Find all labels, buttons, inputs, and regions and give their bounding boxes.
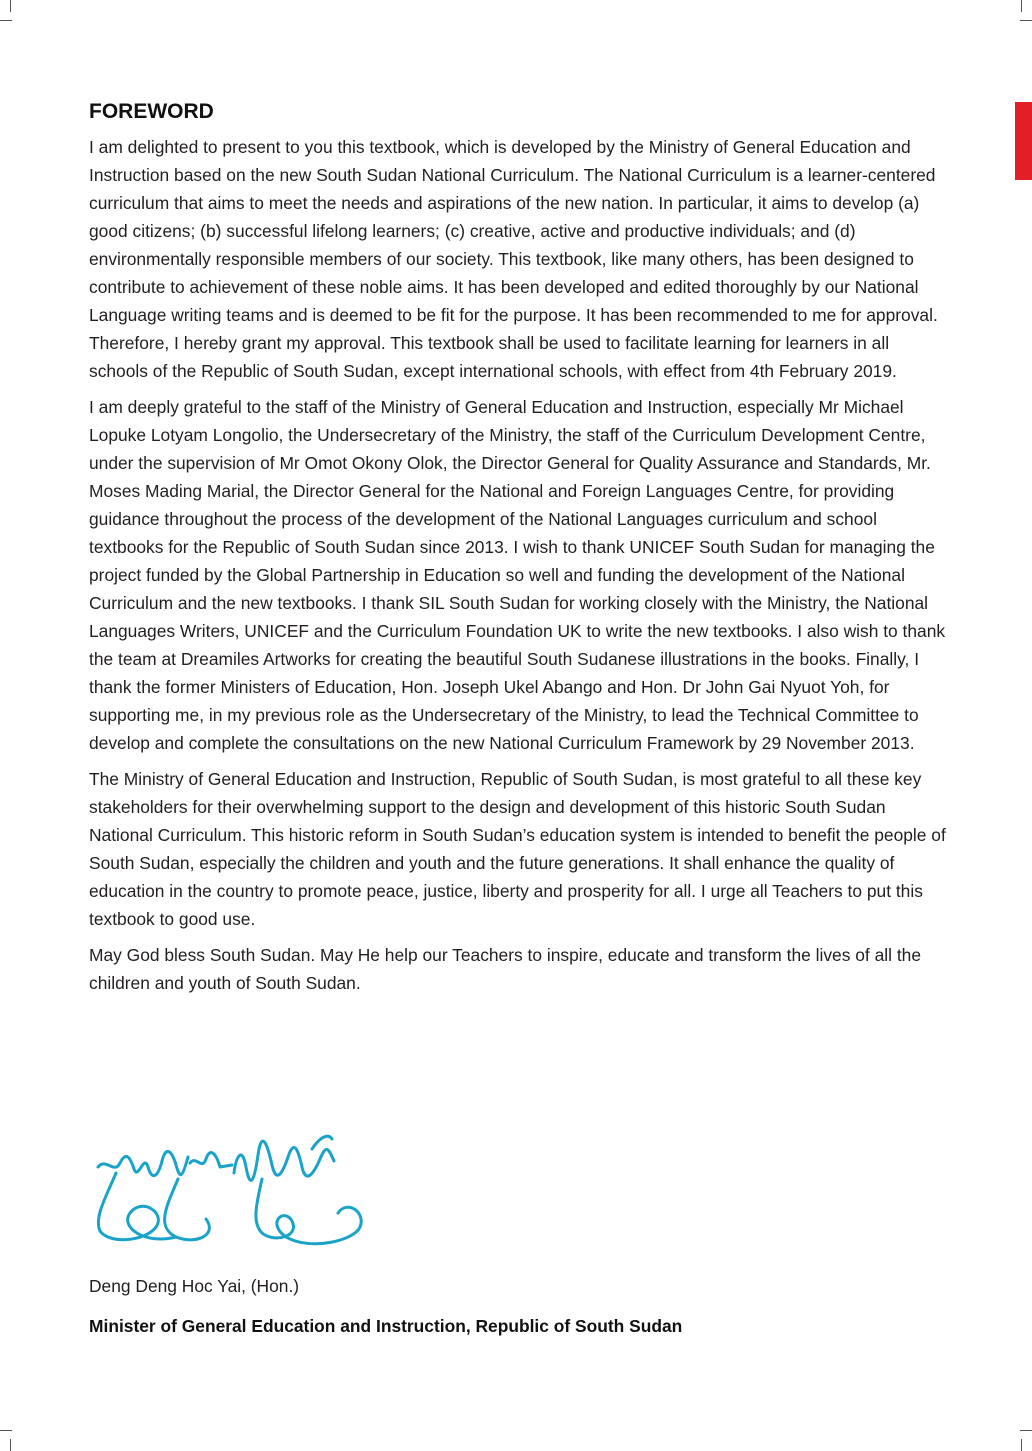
- foreword-section: [89, 98, 951, 1005]
- crop-mark-top-left-h: [0, 20, 12, 21]
- signer-title: Minister of General Education and Instruction, Republic of South Sudan: [89, 1316, 683, 1336]
- crop-mark-top-right-h: [1020, 20, 1032, 21]
- crop-mark-bottom-left-h: [0, 1430, 12, 1431]
- crop-mark-bottom-right: [1021, 1439, 1022, 1451]
- signer-name: Deng Deng Hoc Yai, (Hon.): [89, 1276, 300, 1296]
- crop-mark-top-left: [10, 0, 11, 12]
- crop-mark-bottom-right-h: [1020, 1430, 1032, 1431]
- foreword-paragraph-4: May God bless South Sudan. May He help our Teachers to inspire, educate and transform the lives of all the children and youth of South Sudan.: [89, 945, 921, 993]
- foreword-heading: FOREWORD: [89, 100, 214, 123]
- foreword-paragraph-3: The Ministry of General Education and Instruction, Republic of South Sudan, is most grateful to all these key stakeholders for their overwhelming support to the design and development of this historic South Sudan National Curriculum. This historic reform in South Sudan’s education system is intended to benefit the people of South Sudan, especially the children and youth and the future generations. It shall enhance the quality of education in the country to promote peace, justice, liberty and prosperity for all. I urge all Teachers to put this textbook to good use.: [89, 769, 946, 929]
- crop-mark-top-right: [1021, 0, 1022, 12]
- foreword-paragraph-2: I am deeply grateful to the staff of the Ministry of General Education and Instruction, especially Mr Michael Lopuke Lotyam Longolio, the Undersecretary of the Ministry, the staff of the Curriculum Development Centre, under the supervision of Mr Omot Okony Olok, the Director General for Quality Assurance and Standards, Mr. Moses Mading Marial, the Director General for the National and Foreign Languages Centre, for providing guidance throughout the process of the development of the National Languages curriculum and school textbooks for the Republic of South Sudan since 2013. I wish to thank UNICEF South Sudan for managing the project funded by the Global Partnership in Education so well and funding the development of the National Curriculum and the new textbooks. I thank SIL South Sudan for working closely with the Ministry, the National Languages Writers, UNICEF and the Curriculum Foundation UK to write the new textbooks. I also wish to thank the team at Dreamiles Artworks for creating the beautiful South Sudanese illustrations in the books. Finally, I thank the former Ministers of Education, Hon. Joseph Ukel Abango and Hon. Dr John Gai Nyuot Yoh, for supporting me, in my previous role as the Undersecretary of the Ministry, to lead the Technical Committee to develop and complete the consultations on the new National Curriculum Framework by 29 November 2013.: [89, 397, 946, 753]
- crop-mark-bottom-left: [10, 1439, 11, 1451]
- chapter-side-tab: [1015, 102, 1032, 180]
- foreword-paragraph-1: I am delighted to present to you this textbook, which is developed by the Ministry of General Education and Instruction based on the new South Sudan National Curriculum. The National Curriculum is a learner-centered curriculum that aims to meet the needs and aspirations of the new nation. In particular, it aims to develop (a) good citizens; (b) successful lifelong learners; (c) creative, active and productive individuals; and (d) environmentally responsible members of our society. This textbook, like many others, has been designed to contribute to achievement of these noble aims. It has been developed and edited thoroughly by our National Language writing teams and is deemed to be fit for the purpose. It has been recommended to me for approval. Therefore, I hereby grant my approval. This textbook shall be used to facilitate learning for learners in all schools of the Republic of South Sudan, except international schools, with effect from 4th February 2019.: [89, 137, 938, 381]
- handwritten-signature: [86, 1127, 376, 1252]
